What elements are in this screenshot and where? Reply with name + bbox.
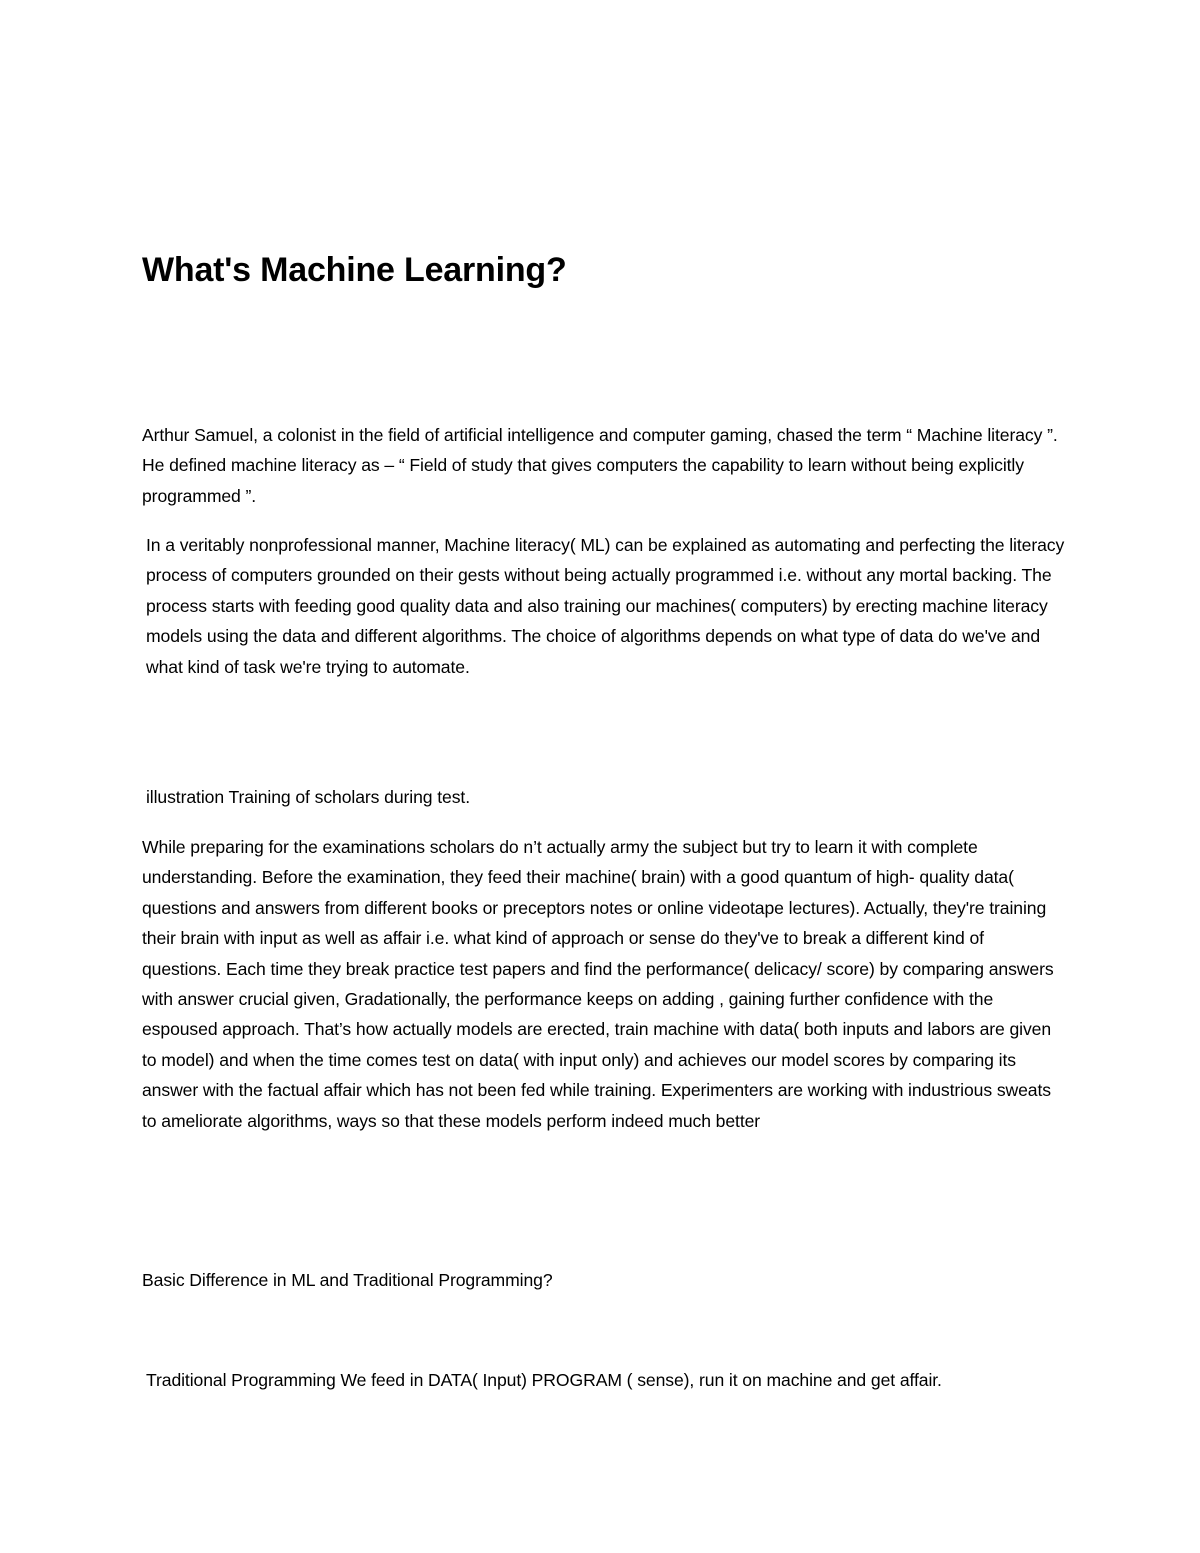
page-title: What's Machine Learning? [142,251,567,289]
paragraph-illustration-heading: illustration Training of scholars during test. [146,787,470,807]
section-heading-basic-difference: Basic Difference in ML and Traditional Programming? [142,1270,553,1290]
paragraph-layman-definition: In a veritably nonprofessional manner, Machine literacy( ML) can be explained as automating and perfecting the literacy process of computers grounded on their gests without being actually programmed i.e. without any mortal backing. The process starts with feeding good quality data and also training our machines( computers) by erecting machine literacy models using the data and different algorithms. The choice of algorithms depends on what type of data do we've and what kind of task we're trying to automate. [146,535,1065,677]
paragraph-traditional-programming: Traditional Programming We feed in DATA( Input) PROGRAM ( sense), run it on machine and get affair. [146,1370,942,1390]
paragraph-students-analogy: While preparing for the examinations scholars do n’t actually army the subject but try to learn it with complete understanding. Before the examination, they feed their machine( brain) with a good quantum of high- quality data( questions and answers from different books or preceptors notes or online videotape lectures). Actually, they're training their brain with input as well as affair i.e. what kind of approach or sense do they've to break a different kind of questions. Each time they break practice test papers and find the performance( delicacy/ score) by comparing answers with answer crucial given, Gradationally, the performance keeps on adding , gaining further confidence with the espoused approach. That’s how actually models are erected, train machine with data( both inputs and labors are given to model) and when the time comes test on data( with input only) and achieves our model scores by comparing its answer with the factual affair which has not been fed while training. Experimenters are working with industrious sweats to ameliorate algorithms, ways so that these models perform indeed much better [142,837,1054,1131]
paragraph-arthur-samuel: Arthur Samuel, a colonist in the field of artificial intelligence and computer gaming, chased the term “ Machine literacy ”. He defined machine literacy as – “ Field of study that gives computers the capability to learn without being explicitly programmed ”. [142,425,1058,506]
